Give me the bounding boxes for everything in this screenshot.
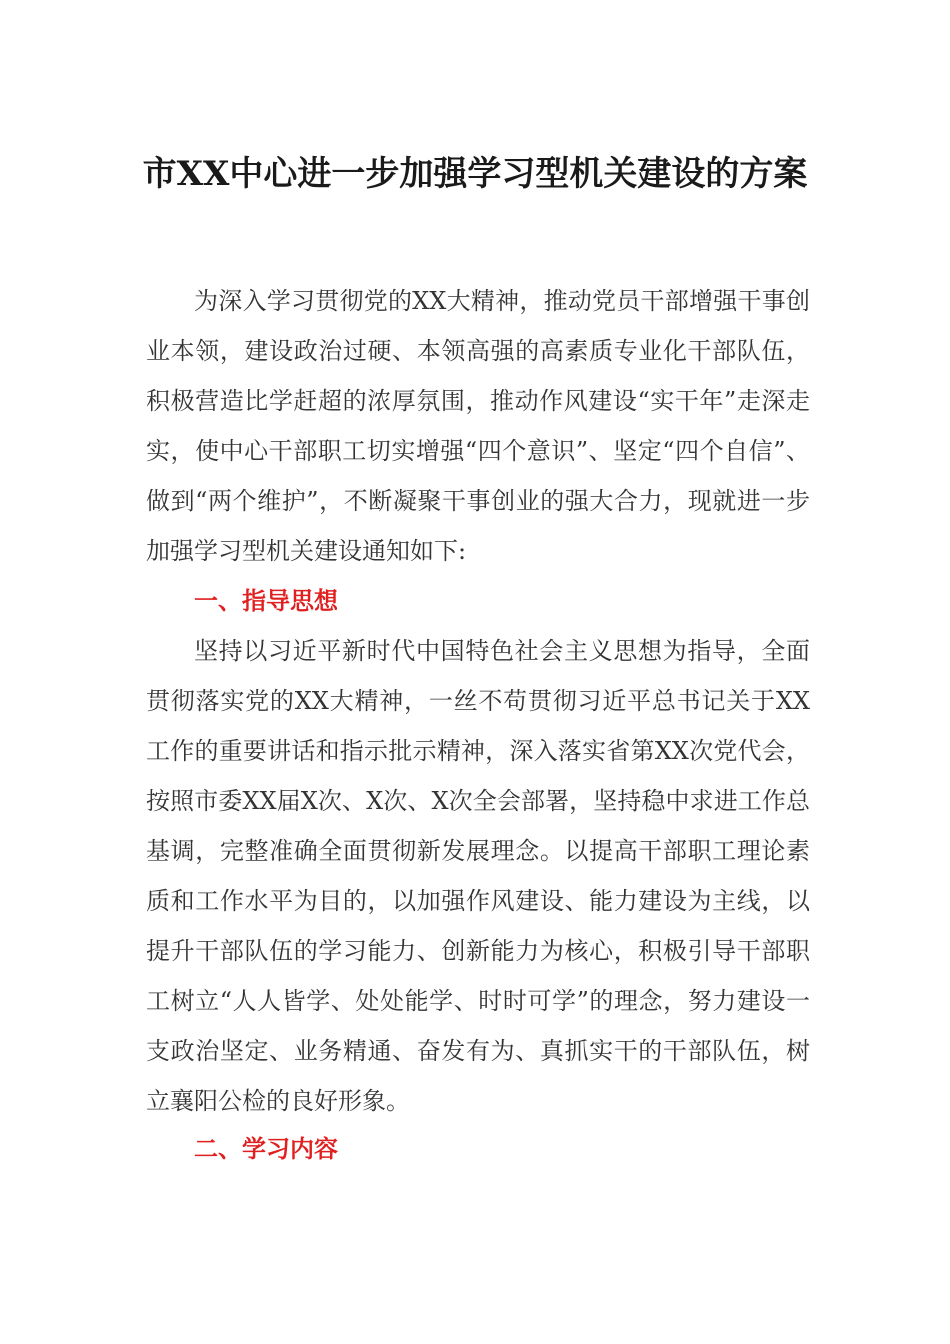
document-title: 市XX中心进一步加强学习型机关建设的方案: [142, 154, 808, 194]
section-heading-guiding-ideology: 一、指导思想: [194, 587, 338, 615]
section-heading-study-content: 二、学习内容: [194, 1135, 338, 1163]
intro-paragraph: 为深入学习贯彻党的XX大精神，推动党员干部增强干事创业本领，建设政治过硬、本领高强的高素质专业化干部队伍，积极营造比学赶超的浓厚氛围，推动作风建设“实干年”走深走实，使中心干部职工切实增强“四个意识”、坚定“四个自信”、做到“两个维护”，不断凝聚干事创业的强大合力，现就进一步加强学习型机关建设通知如下:: [146, 287, 810, 565]
guiding-ideology-paragraph: 坚持以习近平新时代中国特色社会主义思想为指导，全面贯彻落实党的XX大精神，一丝不苟贯彻习近平总书记关于XX工作的重要讲话和指示批示精神，深入落实省第XX次党代会，按照市委XX届X次、X次、X次全会部署，坚持稳中求进工作总基调，完整准确全面贯彻新发展理念。以提高干部职工理论素质和工作水平为目的，以加强作风建设、能力建设为主线，以提升干部队伍的学习能力、创新能力为核心，积极引导干部职工树立“人人皆学、处处能学、时时可学”的理念，努力建设一支政治坚定、业务精通、奋发有为、真抓实干的干部队伍，树立襄阳公检的良好形象。: [146, 637, 810, 1115]
